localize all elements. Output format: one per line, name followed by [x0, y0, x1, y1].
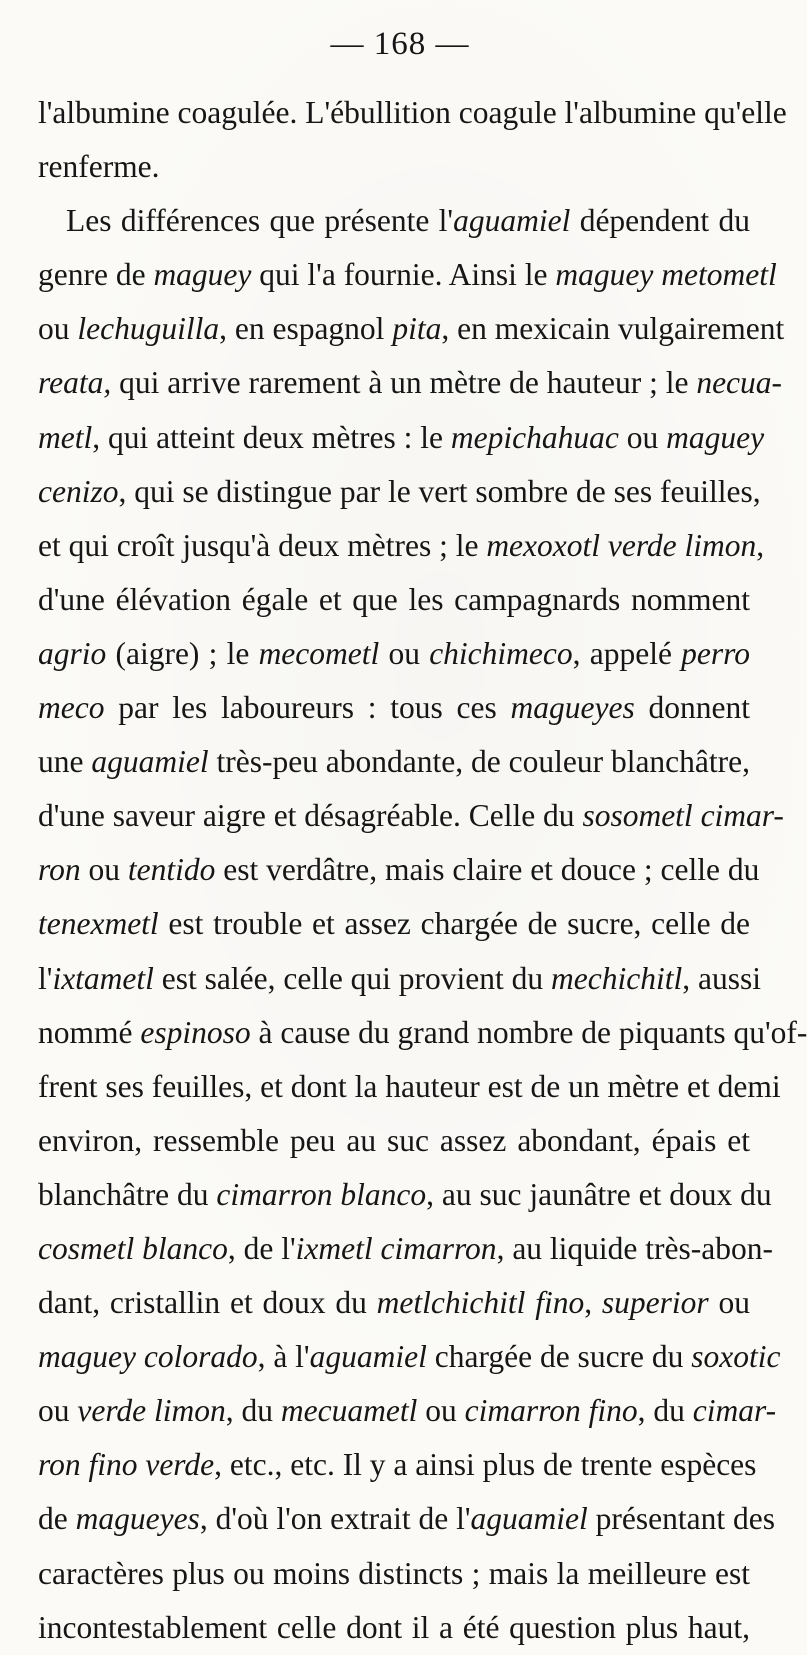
- text-segment: , au liquide très-abon-: [496, 1230, 773, 1266]
- text-line: [38, 1438, 757, 1492]
- text-line: [38, 952, 761, 1006]
- text-line: [38, 843, 760, 897]
- italic-term: aguamiel: [453, 203, 571, 239]
- text-line: [38, 1222, 773, 1276]
- text-segment: , à l': [257, 1339, 310, 1375]
- text-segment: , du: [637, 1393, 693, 1429]
- italic-term: metl: [38, 419, 93, 455]
- italic-term: ron fino verde: [38, 1447, 215, 1483]
- italic-term: tentido: [127, 852, 216, 888]
- text-segment: une: [38, 744, 92, 780]
- italic-term: magueyes: [75, 1501, 200, 1537]
- text-line: [38, 1384, 777, 1438]
- text-segment: ou: [417, 1393, 465, 1429]
- italic-term: ron: [38, 852, 81, 888]
- text-segment: frent ses feuilles, et dont la hauteur est de un mètre et demi: [38, 1068, 781, 1104]
- text-segment: l': [38, 960, 53, 996]
- text-line: [38, 1547, 750, 1601]
- text-segment: , aussi: [682, 960, 761, 996]
- italic-term: metlchichitl fino: [376, 1285, 585, 1321]
- text-segment: , etc., etc. Il y a ainsi plus de trente espèces: [214, 1447, 757, 1483]
- text-segment: à cause du grand nombre de piquants qu'of-: [250, 1014, 807, 1050]
- text-segment: d'une élévation égale et que les campagnards nomment: [38, 581, 750, 617]
- text-segment: d'une saveur aigre et désagréable. Celle du: [38, 798, 583, 834]
- text-segment: ou: [38, 1393, 78, 1429]
- text-segment: et qui croît jusqu'à deux mètres ; le: [38, 527, 487, 563]
- text-line: [38, 1276, 750, 1330]
- text-segment: ou: [708, 1285, 750, 1321]
- italic-term: maguey metometl: [555, 257, 777, 293]
- text-segment: est verdâtre, mais claire et douce ; celle du: [215, 852, 760, 888]
- italic-term: soxotic: [691, 1339, 781, 1375]
- italic-term: superior: [601, 1285, 709, 1321]
- italic-term: mepichahuac: [450, 419, 619, 455]
- text-segment: environ, ressemble peu au suc assez abondant, épais et: [38, 1122, 750, 1158]
- text-segment: ,: [584, 1285, 602, 1321]
- text-segment: est trouble et assez chargée de sucre, celle de: [158, 906, 750, 942]
- text-segment: ou: [38, 311, 78, 347]
- text-segment: nommé: [38, 1014, 141, 1050]
- text-segment: caractères plus ou moins distincts ; mais la meilleure est: [38, 1555, 750, 1591]
- italic-term: cenizo: [38, 473, 119, 509]
- italic-term: meco: [38, 690, 105, 726]
- italic-term: reata,: [38, 365, 112, 401]
- text-line: [38, 356, 783, 410]
- text-segment: , du: [225, 1393, 281, 1429]
- italic-term: ixtametl: [52, 960, 154, 996]
- text-line: [38, 573, 750, 627]
- italic-term: pita: [392, 311, 442, 347]
- italic-term: mexoxotl verde limon: [486, 527, 757, 563]
- text-line: [38, 1330, 781, 1384]
- italic-term: necua-: [696, 365, 783, 401]
- italic-term: aguamiel: [91, 744, 209, 780]
- text-segment: ou: [618, 419, 667, 455]
- text-segment: dant, cristallin et doux du: [38, 1285, 377, 1321]
- italic-term: cimarron blanco: [216, 1176, 427, 1212]
- text-segment: l'albumine coagulée. L'ébullition coagule l'albumine qu'elle: [38, 95, 787, 130]
- text-segment: dépendent du: [570, 203, 751, 239]
- italic-term: perro: [681, 635, 750, 671]
- text-line: [38, 465, 761, 519]
- italic-term: magueyes: [510, 690, 635, 726]
- italic-term: maguey: [666, 419, 765, 455]
- italic-term: verde limon: [77, 1393, 226, 1429]
- italic-term: cimarron fino: [464, 1393, 638, 1429]
- text-line: [38, 1492, 775, 1546]
- text-line: [38, 1601, 750, 1655]
- italic-term: chichimeco: [429, 635, 573, 671]
- text-line: [38, 735, 750, 789]
- text-line: [38, 1060, 781, 1114]
- text-line: [38, 1006, 807, 1060]
- text-line: [38, 86, 787, 140]
- italic-term: maguey: [153, 257, 252, 293]
- text-segment: ,: [756, 527, 765, 563]
- text-segment: , appelé: [572, 635, 682, 671]
- text-line: [38, 411, 765, 465]
- text-segment: genre de: [38, 257, 154, 293]
- italic-term: lechuguilla: [77, 311, 220, 347]
- text-segment: est salée, celle qui provient du: [153, 960, 552, 996]
- text-segment: incontestablement celle dont il a été question plus haut,: [38, 1609, 750, 1645]
- italic-term: tenexmetl: [38, 906, 159, 942]
- italic-term: cosmetl blanco: [38, 1230, 228, 1266]
- italic-term: agrio: [38, 635, 107, 671]
- text-segment: Les différences que présente l': [66, 203, 454, 239]
- text-line: [38, 519, 765, 573]
- italic-term: mecuametl: [280, 1393, 418, 1429]
- text-segment: (aigre) ; le: [106, 635, 259, 671]
- text-segment: , en mexicain vulgairement: [441, 311, 785, 347]
- italic-term: sosometl cimar-: [582, 798, 784, 834]
- text-line: [38, 1114, 750, 1168]
- text-line: [38, 789, 784, 843]
- text-segment: renferme.: [38, 149, 160, 185]
- italic-term: cimar-: [692, 1393, 777, 1429]
- body-text: [38, 86, 807, 1655]
- text-line: [38, 302, 785, 356]
- text-segment: ou: [379, 635, 430, 671]
- text-line: [38, 194, 750, 248]
- text-line: [38, 248, 777, 302]
- text-segment: très-peu abondante, de couleur blanchâtre,: [208, 744, 750, 780]
- text-segment: , de l': [227, 1230, 296, 1266]
- text-segment: présentant des: [587, 1501, 775, 1537]
- text-segment: blanchâtre du: [38, 1176, 217, 1212]
- text-line: [38, 1168, 772, 1222]
- text-segment: , qui se distingue par le vert sombre de ses feuilles,: [118, 473, 761, 509]
- text-segment: , d'où l'on extrait de l': [199, 1501, 471, 1537]
- italic-term: aguamiel: [309, 1339, 427, 1375]
- italic-term: aguamiel: [470, 1501, 588, 1537]
- text-segment: qui arrive rarement à un mètre de hauteur ; le: [111, 365, 697, 401]
- text-segment: , au suc jaunâtre et doux du: [426, 1176, 772, 1212]
- italic-term: mecometl: [258, 635, 380, 671]
- text-line: [38, 140, 750, 194]
- italic-term: mechichitl: [551, 960, 683, 996]
- text-line: [38, 897, 750, 951]
- italic-term: espinoso: [140, 1014, 251, 1050]
- text-segment: qui l'a fournie. Ainsi le: [251, 257, 556, 293]
- text-segment: chargée de sucre du: [426, 1339, 692, 1375]
- text-segment: de: [38, 1501, 76, 1537]
- italic-term: maguey colorado: [38, 1339, 258, 1375]
- text-segment: , en espagnol: [219, 311, 393, 347]
- text-line: [38, 681, 750, 735]
- italic-term: ixmetl cimarron: [295, 1230, 497, 1266]
- page-number: — 168 —: [330, 26, 470, 62]
- text-line: [38, 627, 750, 681]
- text-segment: ou: [80, 852, 128, 888]
- text-segment: par les laboureurs : tous ces: [104, 690, 511, 726]
- text-segment: , qui atteint deux mètres : le: [92, 419, 451, 455]
- text-segment: donnent: [634, 690, 750, 726]
